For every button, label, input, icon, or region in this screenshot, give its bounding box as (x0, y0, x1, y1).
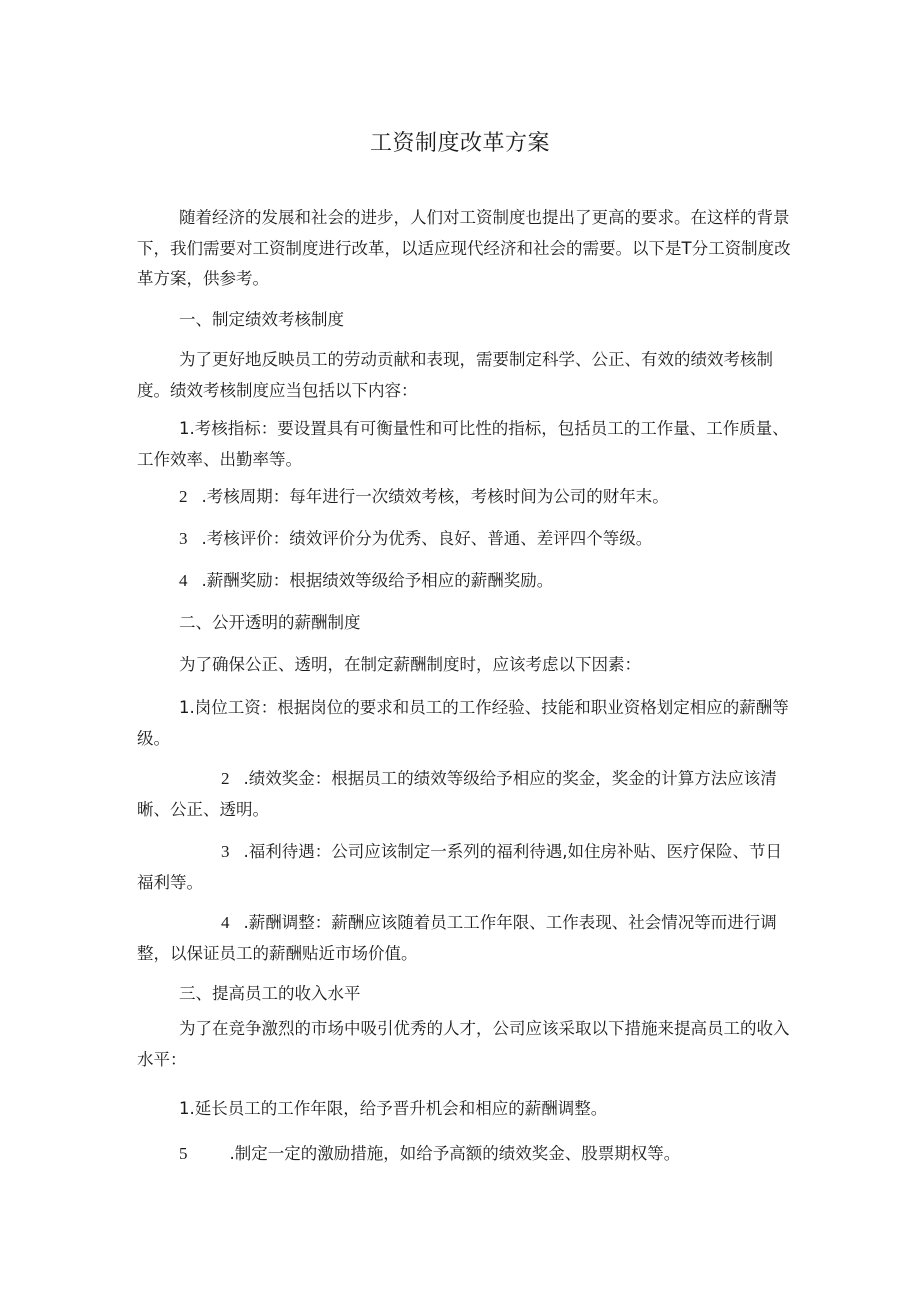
item-text: .制定一定的激励措施，如给予高额的绩效奖金、股票期权等。 (229, 1144, 681, 1163)
section1-item-3 (179, 524, 652, 554)
item-number: 4 (221, 913, 230, 932)
section-heading-3: 三、提高员工的收入水平 (179, 984, 361, 1003)
document-title: 工资制度改革方案 (369, 131, 550, 156)
section3-lead: 为了在竞争激烈的市场中吸引优秀的人才，公司应该采取以下措施来提高员工的收入水平： (137, 1019, 790, 1069)
section1-lead: 为了更好地反映员工的劳动贡献和表现，需要制定科学、公正、有效的绩效考核制度。绩效考核制度应当包括以下内容： (137, 350, 773, 400)
item-number: 5 (179, 1144, 188, 1163)
section1-item-1: 1.考核指标：要设置具有可衡量性和可比性的指标，包括员工的工作量、工作质量、工作效率、出勤率等。 (137, 419, 789, 469)
item-text: .福利待遇：公司应该制定一系列的福利待遇,如住房补贴、医疗保险、节日福利等。 (137, 842, 782, 892)
section2-item-4 (137, 908, 797, 969)
item-number: 3 (221, 842, 230, 861)
item-text: .薪酬调整：薪酬应该随着员工工作年限、工作表现、社会情况等而进行调整，以保证员工的薪酬贴近市场价值。 (137, 913, 777, 963)
section-heading-2: 二、公开透明的薪酬制度 (179, 613, 361, 632)
section1-item-2 (179, 482, 669, 512)
section3-item-2 (179, 1139, 680, 1169)
intro-paragraph: 随着经济的发展和社会的进步，人们对工资制度也提出了更高的要求。在这样的背景下，我们需要对工资制度进行改革，以适应现代经济和社会的需要。以下是T分工资制度改革方案，供参考。 (137, 208, 791, 288)
section1-item-4 (179, 566, 553, 596)
item-text: .薪酬奖励：根据绩效等级给予相应的薪酬奖励。 (201, 571, 554, 590)
section2-item-2 (137, 764, 797, 825)
item-text: .考核周期：每年进行一次绩效考核，考核时间为公司的财年末。 (201, 487, 669, 506)
item-number: 2 (221, 769, 230, 788)
item-text: .绩效奖金：根据员工的绩效等级给予相应的奖金，奖金的计算方法应该清晰、公正、透明。 (137, 769, 777, 819)
item-number: 4 (179, 571, 188, 590)
item-number: 2 (179, 487, 188, 506)
section3-item-1: 1.延长员工的工作年限，给予晋升机会和相应的薪酬调整。 (179, 1099, 608, 1118)
item-text: .考核评价：绩效评价分为优秀、良好、普通、差评四个等级。 (201, 529, 653, 548)
section-heading-1: 一、制定绩效考核制度 (179, 310, 344, 329)
item-number: 3 (179, 529, 188, 548)
section2-item-3 (137, 837, 797, 898)
section2-item-1: 1.岗位工资：根据岗位的要求和员工的工作经验、技能和职业资格划定相应的薪酬等级。 (137, 698, 789, 748)
section2-lead: 为了确保公正、透明，在制定薪酬制度时，应该考虑以下因素： (179, 655, 641, 674)
